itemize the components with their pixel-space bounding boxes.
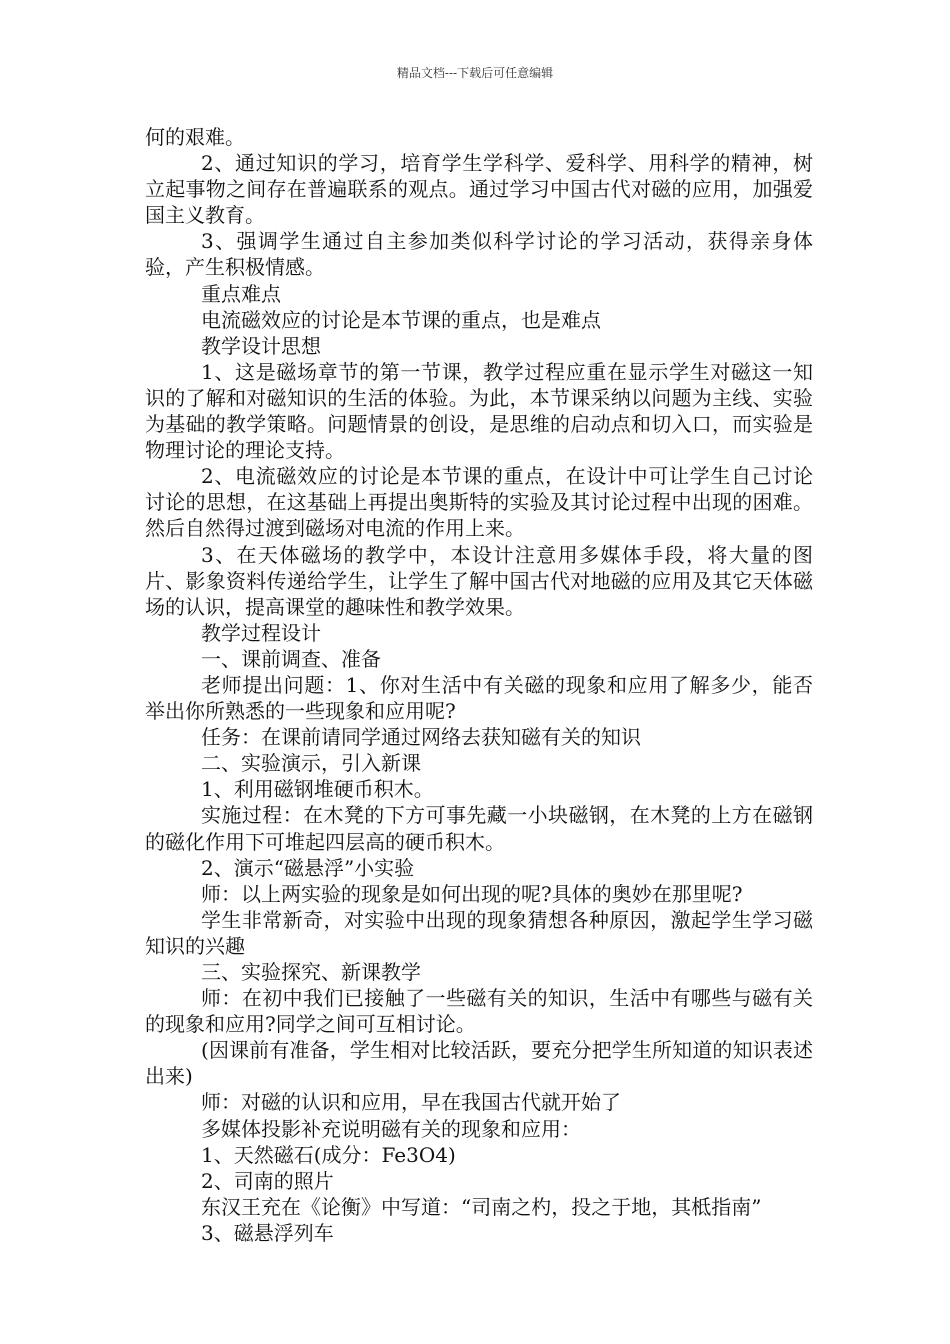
paragraph: 2、司南的照片 [201, 1168, 334, 1193]
paragraph: 学生非常新奇，对实验中出现的现象猜想各种原因，激起学生学习磁知识的兴趣 [145, 907, 813, 958]
paragraph: 电流磁效应的讨论是本节课的重点，也是难点 [201, 307, 601, 332]
paragraph: 1、天然磁石(成分：Fe3O4) [201, 1142, 456, 1167]
paragraph: 任务：在课前请同学通过网络去获知磁有关的知识 [201, 725, 641, 750]
paragraph: 教学过程设计 [201, 620, 321, 645]
paragraph: 2、通过知识的学习，培育学生学科学、爱科学、用科学的精神，树立起事物之间存在普遍联系的观点。通过学习中国古代对磁的应用，加强爱国主义教育。 [145, 151, 813, 228]
paragraph: 二、实验演示，引入新课 [201, 751, 421, 776]
paragraph: 实施过程：在木凳的下方可事先藏一小块磁钢，在木凳的上方在磁钢的磁化作用下可堆起四层高的硬币积木。 [145, 803, 813, 854]
paragraph: 老师提出问题：1、你对生活中有关磁的现象和应用了解多少，能否举出你所熟悉的一些现象和应用呢? [145, 672, 813, 724]
paragraph: 1、这是磁场章节的第一节课，教学过程应重在显示学生对磁这一知识的了解和对磁知识的生活的体验。为此，本节课采纳以问题为主线、实验为基础的教学策略。问题情景的创设，是思维的启动点和切入口，而实验是物理讨论的理论支持。 [145, 359, 813, 463]
paragraph: 东汉王充在《论衡》中写道：“司南之杓，投之于地，其柢指南” [201, 1194, 762, 1219]
paragraph: 3、磁悬浮列车 [201, 1220, 334, 1245]
paragraph: 师：以上两实验的现象是如何出现的呢?具体的奥妙在那里呢? [201, 881, 743, 906]
paragraph: 师：在初中我们已接触了一些磁有关的知识，生活中有哪些与磁有关的现象和应用?同学之间可互相讨论。 [145, 986, 813, 1037]
paragraph: 2、演示“磁悬浮”小实验 [201, 855, 415, 880]
paragraph: 一、课前调查、准备 [201, 646, 381, 671]
paragraph: 师：对磁的认识和应用，早在我国古代就开始了 [201, 1090, 621, 1115]
paragraph: 3、强调学生通过自主参加类似科学讨论的学习活动，获得亲身体验，产生积极情感。 [145, 229, 813, 280]
document-body [145, 124, 813, 1246]
paragraph: (因课前有准备，学生相对比较活跃，要充分把学生所知道的知识表述出来) [145, 1038, 813, 1089]
paragraph: 三、实验探究、新课教学 [201, 960, 421, 984]
paragraph: 2、电流磁效应的讨论是本节课的重点，在设计中可让学生自己讨论讨论的思想，在这基础上再提出奥斯特的实验及其讨论过程中出现的困难。然后自然得过渡到磁场对电流的作用上来。 [145, 464, 813, 541]
paragraph: 何的艰难。 [145, 125, 245, 149]
paragraph: 1、利用磁钢堆硬币积木。 [201, 777, 434, 802]
paragraph: 重点难点 [201, 281, 281, 306]
paragraph: 教学设计思想 [201, 333, 321, 358]
page-header: 精品文档---下载后可任意编辑 [396, 66, 554, 80]
paragraph: 多媒体投影补充说明磁有关的现象和应用： [201, 1116, 581, 1141]
paragraph: 3、在天体磁场的教学中，本设计注意用多媒体手段，将大量的图片、影象资料传递给学生，让学生了解中国古代对地磁的应用及其它天体磁场的认识，提高课堂的趣味性和教学效果。 [145, 542, 813, 619]
